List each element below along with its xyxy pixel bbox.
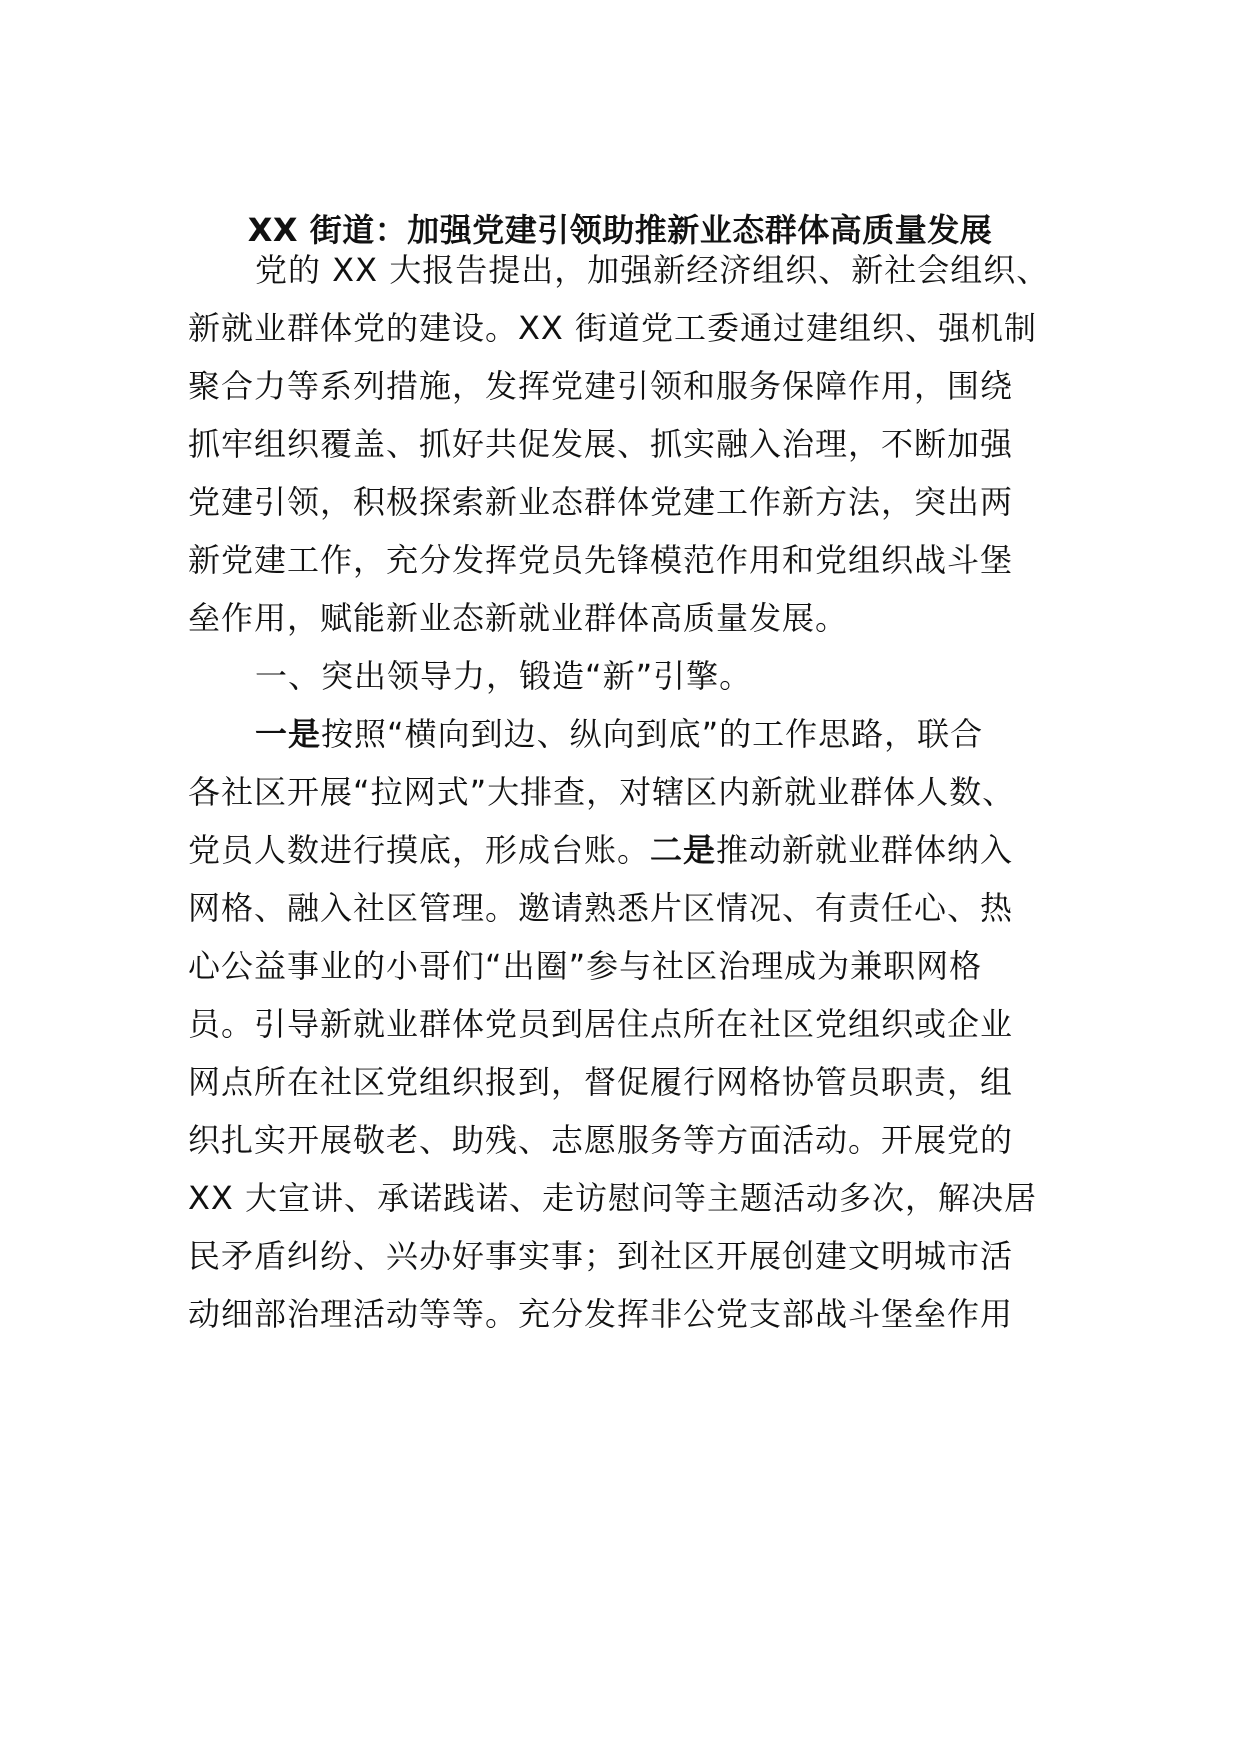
keyword-second: 二是 xyxy=(650,831,717,869)
paragraph-2-text: 党员人数进行摸底，形成台账。 xyxy=(188,831,651,869)
paragraph-1-line: 垒作用，赋能新业态新就业群体高质量发展。 xyxy=(188,599,849,637)
paragraph-2-line: 网点所在社区党组织报到，督促履行网格协管员职责，组 xyxy=(188,1063,1014,1101)
paragraph-1-line: 抓牢组织覆盖、抓好共促发展、抓实融入治理，不断加强 xyxy=(188,425,1014,463)
paragraph-2-line: 各社区开展“拉网式”大排查，对辖区内新就业群体人数、 xyxy=(188,773,1016,811)
paragraph-1-line: 聚合力等系列措施，发挥党建引领和服务保障作用，围绕 xyxy=(188,367,1014,405)
section-heading: 一、突出领导力，锻造“新”引擎。 xyxy=(255,657,753,695)
paragraph-2-line: 动细部治理活动等等。充分发挥非公党支部战斗堡垒作用 xyxy=(188,1295,1014,1333)
paragraph-2-text: 按照“横向到边、纵向到底”的工作思路，联合 xyxy=(321,715,984,753)
paragraph-1-line: 党的 XX 大报告提出，加强新经济组织、新社会组织、 xyxy=(255,251,1050,289)
paragraph-1-line: 新党建工作，充分发挥党员先锋模范作用和党组织战斗堡 xyxy=(188,541,1014,579)
paragraph-1-line: 新就业群体党的建设。XX 街道党工委通过建组织、强机制 xyxy=(188,309,1038,347)
document-title: XX 街道：加强党建引领助推新业态群体高质量发展 xyxy=(247,211,993,249)
keyword-first: 一是 xyxy=(255,715,322,753)
paragraph-1-line: 党建引领，积极探索新业态群体党建工作新方法，突出两 xyxy=(188,483,1014,521)
paragraph-2-line: 民矛盾纠纷、兴办好事实事；到社区开展创建文明城市活 xyxy=(188,1237,1014,1275)
paragraph-2-text: 推动新就业群体纳入 xyxy=(716,831,1014,869)
paragraph-2-line: 心公益事业的小哥们“出圈”参与社区治理成为兼职网格 xyxy=(188,947,983,985)
paragraph-2-line: XX 大宣讲、承诺践诺、走访慰问等主题活动多次，解决居 xyxy=(188,1179,1038,1217)
paragraph-2-line: 网格、融入社区管理。邀请熟悉片区情况、有责任心、热 xyxy=(188,889,1014,927)
paragraph-2-line xyxy=(188,826,1068,874)
paragraph-2-line: 织扎实开展敬老、助残、志愿服务等方面活动。开展党的 xyxy=(188,1121,1014,1159)
paragraph-2-line: 员。引导新就业群体党员到居住点所在社区党组织或企业 xyxy=(188,1005,1014,1043)
paragraph-2-line xyxy=(255,710,1068,758)
